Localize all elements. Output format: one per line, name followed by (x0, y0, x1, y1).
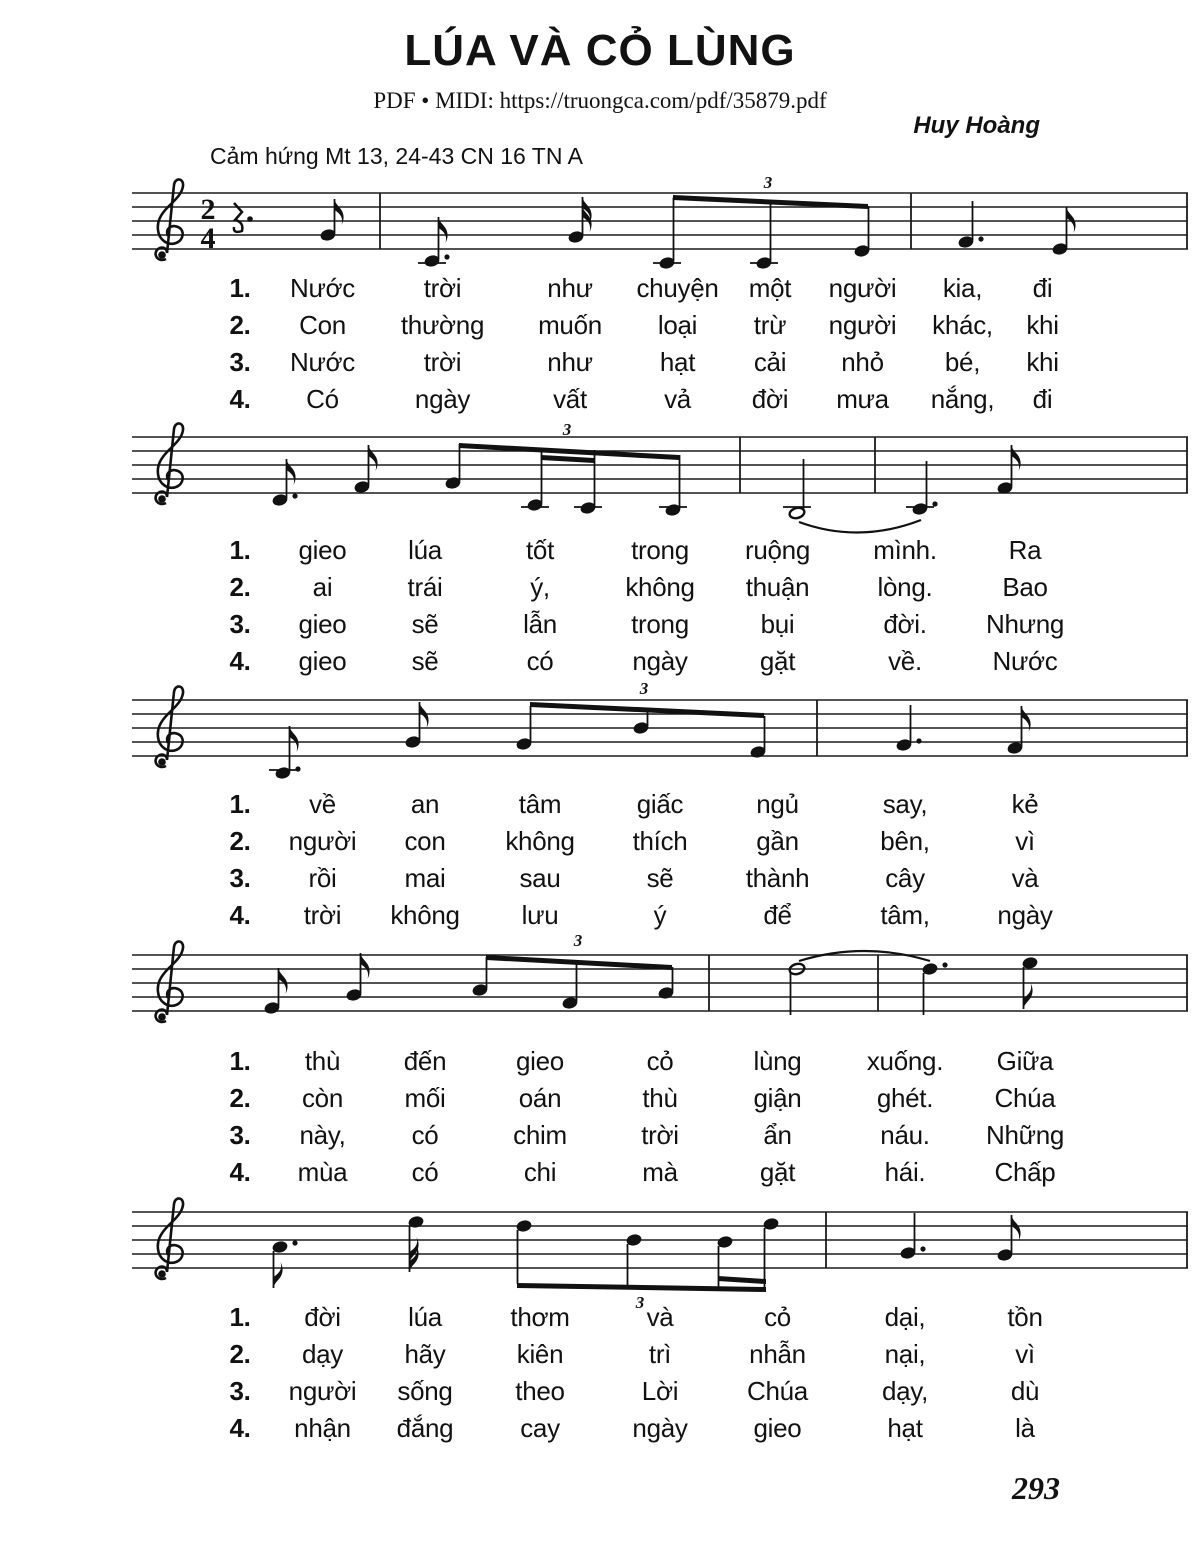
lyric-word: hái. (884, 1157, 926, 1187)
lyric-word: đến (403, 1046, 447, 1076)
lyric-word: không (505, 826, 575, 856)
verse-line-number: 1. (229, 535, 251, 565)
verse-line-number: 2. (229, 572, 251, 602)
lyric-word: ý (653, 900, 667, 930)
lyric-word: còn (301, 1083, 344, 1113)
lyric-word: không (390, 900, 460, 930)
verse-block-5 (205, 1299, 1075, 1447)
verse-line-number: 1. (229, 789, 251, 819)
lyric-word: sau (519, 863, 561, 893)
lyric-word: náu. (880, 1120, 930, 1150)
lyric-word: trời (303, 900, 342, 930)
lyric-word: tâm, (880, 900, 930, 930)
lyric-word: Chúa (994, 1083, 1056, 1113)
lyric-word: mà (642, 1157, 678, 1187)
lyric-word: nhận (294, 1413, 351, 1443)
lyric-word: gặt (759, 1157, 796, 1187)
verse-line-number: 3. (229, 1376, 251, 1406)
lyric-word: vì (1015, 1339, 1035, 1369)
tie-curve (799, 951, 930, 961)
lyric-word: giấc (636, 789, 684, 819)
lyric-word: rồi (308, 863, 337, 893)
verse-line-number: 2. (229, 1083, 251, 1113)
lyric-word: Nhưng (985, 609, 1065, 639)
lyric-word: nắng, (930, 384, 995, 414)
lyric-word: Chúa (747, 1376, 808, 1406)
lyric-word: dù (1010, 1376, 1040, 1406)
lyric-word: kia, (942, 273, 983, 303)
lyric-word: và (646, 1302, 674, 1332)
triplet-number: 3 (763, 173, 773, 192)
lyric-word: Ra (1008, 535, 1042, 565)
lyric-word: thường (400, 310, 485, 340)
inspiration-note: Cảm hứng Mt 13, 24-43 CN 16 TN A (210, 143, 583, 169)
lyric-word: bé, (944, 347, 981, 377)
lyric-word: Lời (641, 1376, 679, 1406)
lyric-word: như (547, 273, 593, 303)
lyric-word: lúa (408, 1302, 442, 1332)
verse-line-number: 3. (229, 609, 251, 639)
lyric-word: lùng (753, 1046, 802, 1076)
lyric-word: ai (312, 572, 333, 602)
verse-line-number: 4. (229, 1413, 251, 1443)
lyric-word: trì (648, 1339, 672, 1369)
lyric-word: cây (885, 863, 925, 893)
lyric-word: người (288, 826, 357, 856)
lyric-word: trời (423, 273, 462, 303)
lyric-word: giận (753, 1083, 802, 1113)
time-signature-top: 2 (200, 193, 216, 226)
lyric-word: thích (632, 826, 688, 856)
lyric-word: sẽ (411, 609, 439, 639)
lyric-word: Con (299, 310, 346, 340)
lyric-word: vả (664, 384, 691, 414)
lyric-word: gieo (298, 609, 347, 639)
time-signature-bottom: 4 (200, 222, 216, 255)
tie-curve (799, 520, 921, 533)
lyric-word: bụi (760, 609, 795, 639)
lyric-word: gieo (753, 1413, 802, 1443)
lyric-word: ngày (632, 1413, 688, 1443)
lyric-word: một (748, 273, 792, 303)
lyric-word: đi (1032, 384, 1053, 414)
lyric-word: thành (745, 863, 810, 893)
lyric-word: mùa (297, 1157, 348, 1187)
lyric-word: ý, (530, 572, 550, 602)
lyric-word: Có (306, 384, 339, 414)
lyric-word: mình. (873, 535, 937, 565)
lyric-word: và (1011, 863, 1039, 893)
verse-line-number: 3. (229, 863, 251, 893)
lyric-word: tâm (518, 789, 562, 819)
lyric-word: vì (1015, 826, 1035, 856)
lyric-word: tồn (1007, 1302, 1043, 1332)
lyric-word: mối (404, 1083, 446, 1113)
lyric-word: thuận (745, 572, 810, 602)
lyric-word: đắng (396, 1413, 454, 1443)
lyric-word: hãy (404, 1339, 446, 1369)
lyric-word: Nước (289, 273, 356, 303)
triplet-number: 3 (562, 420, 572, 439)
verse-block-2 (205, 532, 1075, 680)
lyric-word: lẫn (523, 609, 557, 639)
lyric-word: ngày (632, 646, 688, 676)
lyric-word: trời (641, 1120, 679, 1150)
lyric-word: chim (513, 1120, 567, 1150)
lyric-word: sống (397, 1376, 453, 1406)
lyric-word: để (763, 900, 792, 930)
lyric-word: ngày (997, 900, 1053, 930)
verse-line-number: 1. (229, 1302, 251, 1332)
lyric-word: sẽ (646, 863, 674, 893)
lyric-word: trong (631, 535, 689, 565)
lyric-word: thơm (510, 1302, 570, 1332)
lyric-word: lưu (521, 900, 559, 930)
verse-line-number: 3. (229, 1120, 251, 1150)
lyric-word: trái (407, 572, 443, 602)
lyric-word: say, (882, 789, 928, 819)
lyric-word: con (404, 826, 446, 856)
lyric-word: gặt (759, 646, 796, 676)
lyric-word: chi (523, 1157, 557, 1187)
verse-line-number: 4. (229, 646, 251, 676)
lyric-word: trời (423, 347, 462, 377)
lyric-word: nhẫn (749, 1339, 806, 1369)
lyric-word: đi (1032, 273, 1053, 303)
lyric-word: an (410, 789, 440, 819)
lyric-word: này, (299, 1120, 346, 1150)
lyric-word: ẩn (763, 1120, 792, 1150)
lyric-word: kẻ (1011, 789, 1039, 819)
page-number: 293 (1012, 1470, 1060, 1506)
lyric-word: về (309, 789, 336, 819)
lyric-word: thù (642, 1083, 678, 1113)
lyric-word: mai (404, 863, 446, 893)
lyric-word: Bao (1002, 572, 1048, 602)
lyric-word: vất (553, 384, 587, 414)
lyric-word: Những (985, 1120, 1065, 1150)
verse-line-number: 3. (229, 347, 251, 377)
triplet-number: 3 (639, 680, 649, 698)
lyric-word: khi (1026, 347, 1059, 377)
lyric-word: khác, (932, 310, 993, 340)
lyric-word: có (526, 646, 554, 676)
lyric-word: lòng. (877, 572, 933, 602)
triplet-number: 3 (635, 1293, 645, 1312)
lyric-word: thù (304, 1046, 341, 1076)
lyric-word: ngày (414, 384, 471, 414)
page-title: LÚA VÀ CỎ LÙNG (404, 26, 796, 75)
lyric-word: đời (304, 1302, 341, 1332)
lyric-word: nhỏ (841, 347, 884, 377)
verse-line-number: 4. (229, 1157, 251, 1187)
lyric-word: nại, (884, 1339, 926, 1369)
lyric-word: Giữa (996, 1046, 1054, 1076)
lyric-word: ngủ (756, 789, 799, 819)
verse-block-1 (205, 270, 1075, 418)
staff-2 (130, 417, 1190, 547)
verse-line-number: 2. (229, 310, 251, 340)
lyric-word: người (828, 310, 897, 340)
lyric-word: dại, (884, 1302, 926, 1332)
lyric-word: theo (515, 1376, 565, 1406)
lyric-word: là (1015, 1413, 1035, 1443)
lyric-word: đời. (883, 609, 927, 639)
lyric-word: xuống. (866, 1046, 944, 1076)
lyric-word: người (288, 1376, 357, 1406)
lyric-word: Chấp (994, 1157, 1056, 1187)
lyric-word: tốt (525, 535, 554, 565)
lyric-word: gần (756, 826, 799, 856)
pdf-midi-link-line: PDF • MIDI: https://truongca.com/pdf/35879.pdf (373, 88, 827, 113)
lyric-word: gieo (298, 646, 347, 676)
lyric-word: hạt (887, 1413, 923, 1443)
lyric-word: cỏ (764, 1302, 791, 1332)
lyric-word: loại (657, 310, 698, 340)
lyric-word: cỏ (646, 1046, 674, 1076)
lyric-word: ruộng (745, 535, 810, 565)
lyric-word: gieo (516, 1046, 564, 1076)
lyric-word: khi (1026, 310, 1059, 340)
lyric-word: có (411, 1120, 439, 1150)
lyric-word: trừ (753, 310, 787, 340)
verse-line-number: 1. (229, 1046, 251, 1076)
lyric-word: dạy (301, 1339, 344, 1369)
verse-line-number: 4. (229, 384, 251, 414)
verse-block-3 (205, 786, 1075, 934)
lyric-word: hạt (659, 347, 696, 377)
lyric-word: không (625, 572, 695, 602)
lyric-word: Nước (289, 347, 356, 377)
verse-line-number: 2. (229, 826, 251, 856)
composer-name: Huy Hoàng (913, 112, 1040, 139)
lyric-word: muốn (538, 310, 602, 340)
lyric-word: trong (631, 609, 689, 639)
lyric-word: ghét. (876, 1083, 934, 1113)
triplet-number: 3 (573, 935, 583, 950)
verse-block-4 (205, 1043, 1075, 1191)
lyric-word: mưa (836, 384, 889, 414)
lyric-word: người (828, 273, 897, 303)
lyric-word: chuyện (636, 273, 719, 303)
lyric-word: lúa (408, 535, 442, 565)
verse-line-number: 2. (229, 1339, 251, 1369)
verse-line-number: 4. (229, 900, 251, 930)
lyric-word: oán (518, 1083, 562, 1113)
verse-line-number: 1. (229, 273, 251, 303)
lyric-word: kiên (516, 1339, 564, 1369)
lyric-word: như (547, 347, 593, 377)
lyric-word: bên, (880, 826, 930, 856)
lyric-word: về. (888, 646, 922, 676)
lyric-word: cay (520, 1413, 560, 1443)
lyric-word: cải (753, 347, 787, 377)
lyric-word: Nước (992, 646, 1058, 676)
lyric-word: dạy, (881, 1376, 928, 1406)
lyric-word: đời (751, 384, 789, 414)
lyric-word: sẽ (411, 646, 439, 676)
lyric-word: có (411, 1157, 439, 1187)
lyric-word: gieo (298, 535, 347, 565)
